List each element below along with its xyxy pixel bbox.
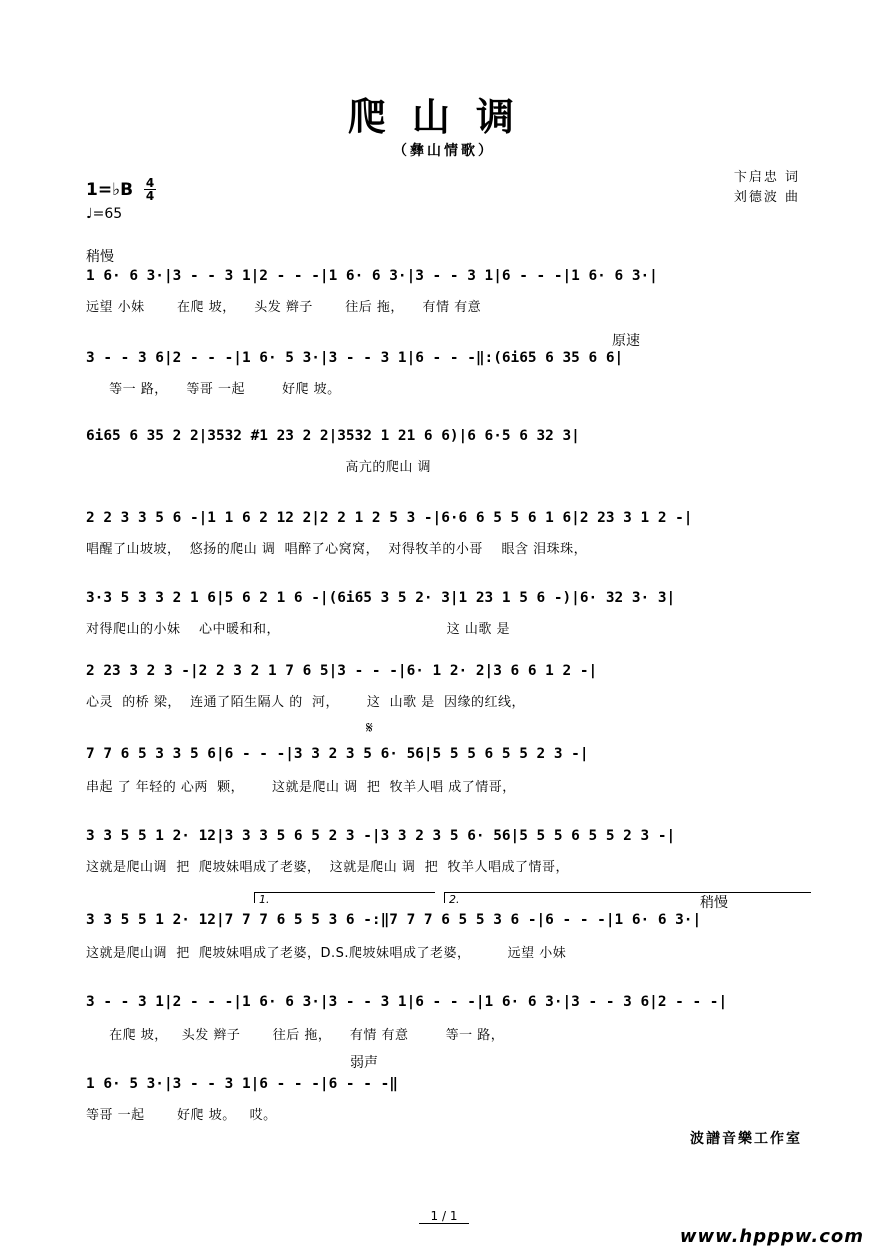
volta-first: 1. <box>254 892 435 903</box>
tempo-mark: ♩=65 <box>86 206 123 222</box>
system-3-notes: 6i65 6 35 2 2|3532 #1 23 2 2|3532 1 21 6 6)|6 6·5 6 32 3| <box>86 428 580 444</box>
segno-sign: 𝄋 <box>366 718 373 737</box>
system-8-lyrics: 这就是爬山调 把 爬坡妹唱成了老婆， 这就是爬山 调 把 牧羊人唱成了情哥， <box>86 860 569 875</box>
system-4-lyrics: 唱醒了山坡坡， 悠扬的爬山 调 唱醉了心窝窝， 对得牧羊的小哥 眼含 泪珠珠， <box>86 542 588 557</box>
system-5-notes: 3·3 5 3 3 2 1 6|5 6 2 1 6 -|(6i65 3 5 2· 3|1 23 1 5 6 -)|6· 32 3· 3| <box>86 590 676 606</box>
time-signature <box>144 177 156 202</box>
system-6-lyrics: 心灵 的桥 梁， 连通了陌生隔人 的 河， 这 山歌 是 因缘的红线， <box>86 695 526 710</box>
system-7-lyrics: 串起 了 年轻的 心两 颗， 这就是爬山 调 把 牧羊人唱 成了情哥， <box>86 780 516 795</box>
system-3-lyrics: 高亢的爬山 调 <box>86 460 432 475</box>
time-top: 4 <box>145 176 155 190</box>
system-1-lyrics: 远望 小妹 在爬 坡， 头发 辫子 往后 拖， 有情 有意 <box>86 300 482 315</box>
system-4-notes: 2 2 3 3 5 6 -|1 1 6 2 12 2|2 2 1 2 5 3 -|6·6 6 5 5 6 1 6|2 23 3 1 2 -| <box>86 510 693 526</box>
system-5-lyrics: 对得爬山的小妹 心中暖和和， 这 山歌 是 <box>86 622 511 637</box>
time-bottom: 4 <box>145 189 155 203</box>
studio-credit: 波譜音樂工作室 <box>690 1131 802 1147</box>
original-tempo-mark: 原速 <box>612 333 640 349</box>
volta-second: 2. <box>444 892 811 903</box>
key-signature: 1=♭B <box>86 180 134 200</box>
system-10-lyrics: 在爬 坡， 头发 辫子 往后 拖， 有情 有意 等一 路， <box>86 1028 505 1043</box>
system-9-notes: 3 3 5 5 1 2· 12|7 7 7 6 5 5 3 6 -:‖7 7 7 6 5 5 3 6 -|6 - - -|1 6· 6 3·| <box>86 912 702 928</box>
system-2-lyrics: 等一 路， 等哥 一起 好爬 坡。 <box>86 382 341 397</box>
slow-mark-1: 稍慢 <box>86 249 114 265</box>
system-9-lyrics: 这就是爬山调 把 爬坡妹唱成了老婆，D.S.爬坡妹唱成了老婆， 远望 小妹 <box>86 946 567 961</box>
system-7-notes: 7 7 6 5 3 3 5 6|6 - - -|3 3 2 3 5 6· 56|5 5 5 6 5 5 2 3 -| <box>86 746 589 762</box>
page-number <box>0 1209 888 1223</box>
system-6-notes: 2 23 3 2 3 -|2 2 3 2 1 7 6 5|3 - - -|6· 1 2· 2|3 6 6 1 2 -| <box>86 663 598 679</box>
system-2-notes: 3 - - 3 6|2 - - -|1 6· 5 3·|3 - - 3 1|6 - - -‖:(6i65 6 35 6 6| <box>86 350 624 366</box>
system-8-notes: 3 3 5 5 1 2· 12|3 3 3 5 6 5 2 3 -|3 3 2 3 5 6· 56|5 5 5 6 5 5 2 3 -| <box>86 828 676 844</box>
system-11-lyrics: 等哥 一起 好爬 坡。 哎。 <box>86 1108 277 1123</box>
system-1-notes: 1 6· 6 3·|3 - - 3 1|2 - - -|1 6· 6 3·|3 - - 3 1|6 - - -|1 6· 6 3·| <box>86 268 658 284</box>
song-title: 爬山调 <box>347 94 540 139</box>
lyricist-credit: 卞启忠 词 <box>733 170 800 185</box>
song-subtitle: （彝山情歌） <box>393 143 495 159</box>
system-11-notes: 1 6· 5 3·|3 - - 3 1|6 - - -|6 - - -‖ <box>86 1076 398 1092</box>
soft-voice-mark: 弱声 <box>350 1055 378 1071</box>
slow-mark-2: 稍慢 <box>700 895 728 911</box>
site-watermark: www.hpppw.com <box>679 1226 864 1247</box>
system-10-notes: 3 - - 3 1|2 - - -|1 6· 6 3·|3 - - 3 1|6 - - -|1 6· 6 3·|3 - - 3 6|2 - - -| <box>86 994 728 1010</box>
composer-credit: 刘德波 曲 <box>733 190 800 205</box>
page-number-text: 1 / 1 <box>419 1209 470 1224</box>
